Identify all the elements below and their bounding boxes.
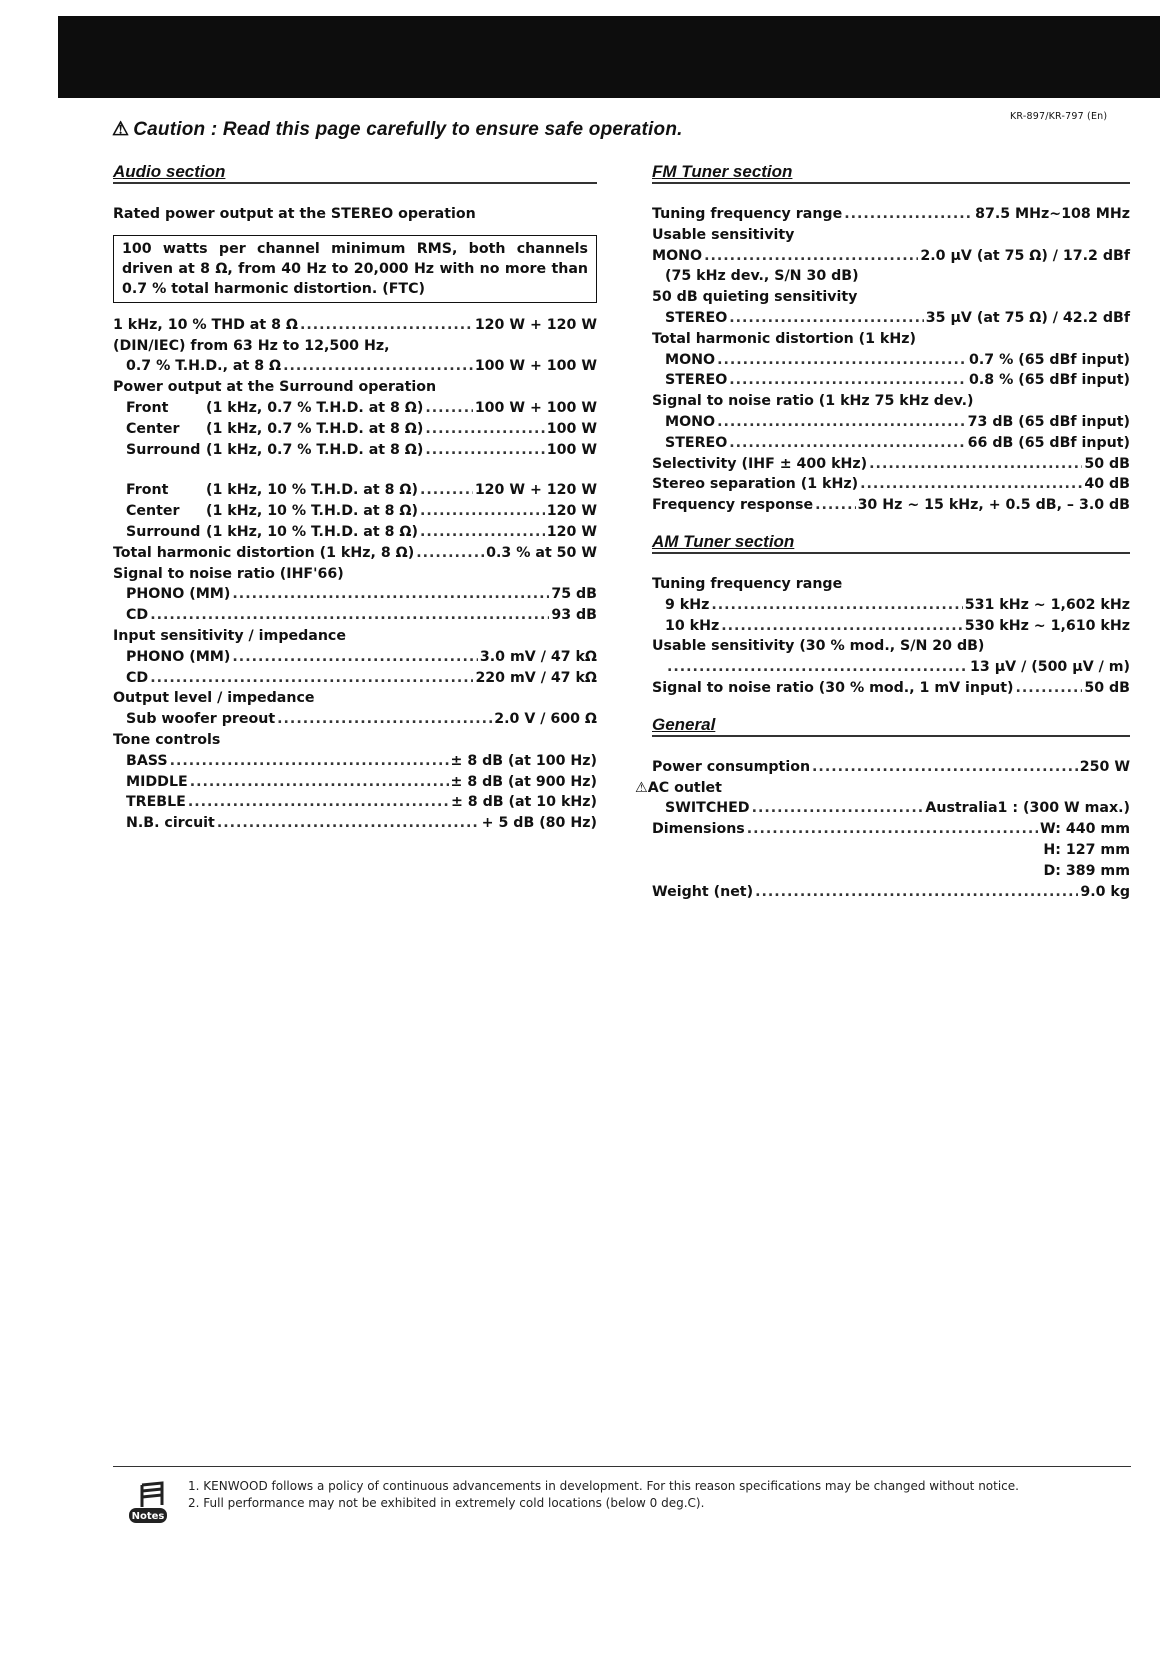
spec-heading: Signal to noise ratio (IHF'66) (113, 565, 344, 582)
spec-heading: Tuning frequency range (652, 575, 843, 592)
spec-row: TREBLE ..... ± 8 dB (at 10 kHz) (113, 792, 597, 813)
spec-heading: Total harmonic distortion (1 kHz) (652, 330, 916, 347)
spec-row: CD ..... 220 mV / 47 kΩ (113, 668, 597, 689)
warning-triangle-icon: ⚠ (112, 119, 130, 140)
notes-list (188, 1478, 1019, 1512)
fm-section-title: FM Tuner section (652, 160, 1130, 188)
spec-row: Center (1 kHz, 0.7 % T.H.D. at 8 Ω) ..... 100 W (113, 419, 597, 440)
spec-heading: Output level / impedance (113, 690, 315, 707)
ftc-line: driven at 8 Ω, from 40 Hz to 20,000 Hz with no more than (122, 260, 588, 277)
ftc-box (113, 235, 597, 303)
spec-row: Sub woofer preout ..... 2.0 V / 600 Ω (113, 709, 597, 730)
spec-row: Selectivity (IHF ± 400 kHz) ..... 50 dB (652, 454, 1130, 475)
spec-row: Front (1 kHz, 0.7 % T.H.D. at 8 Ω) ..... 100 W + 100 W (113, 398, 597, 419)
spec-row: Power consumption ..... 250 W (652, 757, 1130, 778)
audio-section (113, 160, 597, 834)
spec-note: (75 kHz dev., S/N 30 dB) (665, 268, 859, 285)
caution-heading (112, 118, 683, 141)
spec-heading: Tone controls (113, 731, 221, 748)
note-item: 2. Full performance may not be exhibited in extremely cold locations (below 0 deg.C). (188, 1496, 705, 1510)
ftc-line: 0.7 % total harmonic distortion. (FTC) (122, 280, 425, 297)
spec-row: MONO ..... 73 dB (65 dBf input) (652, 412, 1130, 433)
spec-row: ..... 13 µV / (500 µV / m) (652, 657, 1130, 678)
am-section-title: AM Tuner section (652, 530, 1130, 558)
spec-row: PHONO (MM) ..... 3.0 mV / 47 kΩ (113, 647, 597, 668)
spec-row: MONO ..... 2.0 µV (at 75 Ω) / 17.2 dBf (652, 246, 1130, 267)
spec-heading: Usable sensitivity (652, 226, 795, 243)
spec-row: Dimensions ..... W: 440 mm (652, 819, 1130, 840)
spec-row: CD ..... 93 dB (113, 605, 597, 626)
spec-heading: 50 dB quieting sensitivity (652, 289, 858, 306)
spec-row: STEREO ..... 0.8 % (65 dBf input) (652, 370, 1130, 391)
spec-row: Total harmonic distortion (1 kHz, 8 Ω) ..... 0.3 % at 50 W (113, 543, 597, 564)
model-number: KR-897/KR-797 (En) (1010, 111, 1108, 122)
spec-row: Tuning frequency range ..... 87.5 MHz~108 MHz (652, 204, 1130, 225)
caution-text: Caution : Read this page carefully to ensure safe operation. (133, 119, 683, 140)
spec-row: D: 389 mm (1043, 862, 1130, 879)
notes-divider (113, 1466, 1131, 1467)
spec-row: Stereo separation (1 kHz) ..... 40 dB (652, 474, 1130, 495)
spec-row: Weight (net) ..... 9.0 kg (652, 882, 1130, 903)
rated-heading: Rated power output at the STEREO operation (113, 206, 476, 222)
note-item: 1. KENWOOD follows a policy of continuous advancements in development. For this reason specifications may be changed without notice. (188, 1479, 1019, 1493)
spec-row: 9 kHz ..... 531 kHz ~ 1,602 kHz (652, 595, 1130, 616)
general-section-title: General (652, 713, 1130, 741)
spec-row: Center (1 kHz, 10 % T.H.D. at 8 Ω) ..... 120 W (113, 501, 597, 522)
spec-row: N.B. circuit ..... + 5 dB (80 Hz) (113, 813, 597, 834)
spec-row: MONO ..... 0.7 % (65 dBf input) (652, 350, 1130, 371)
spec-row: H: 127 mm (1043, 841, 1130, 858)
spec-row: STEREO ..... 35 µV (at 75 Ω) / 42.2 dBf (652, 308, 1130, 329)
spec-heading: Usable sensitivity (30 % mod., S/N 20 dB) (652, 638, 985, 655)
spec-heading: Signal to noise ratio (1 kHz 75 kHz dev.) (652, 393, 974, 410)
spec-row: MIDDLE ..... ± 8 dB (at 900 Hz) (113, 772, 597, 793)
spec-row: STEREO ..... 66 dB (65 dBf input) (652, 433, 1130, 454)
warning-triangle-icon: ⚠ (635, 779, 648, 796)
spec-row: Frequency response ..... 30 Hz ~ 15 kHz, + 0.5 dB, – 3.0 dB (652, 495, 1130, 516)
spec-row: Surround (1 kHz, 0.7 % T.H.D. at 8 Ω) ..... 100 W (113, 440, 597, 461)
spec-heading: (DIN/IEC) from 63 Hz to 12,500 Hz, (113, 337, 390, 354)
spec-row: Front (1 kHz, 10 % T.H.D. at 8 Ω) ..... 120 W + 120 W (113, 480, 597, 501)
spec-heading: Power output at the Surround operation (113, 379, 437, 396)
header-black-bar (58, 16, 1160, 98)
notes-icon (128, 1481, 168, 1525)
spec-row: 1 kHz, 10 % THD at 8 Ω ..... 120 W + 120 W (113, 315, 597, 336)
spec-row: 0.7 % T.H.D., at 8 Ω ..... 100 W + 100 W (113, 356, 597, 377)
tuner-general-column (635, 160, 1130, 902)
audio-section-title: Audio section (113, 160, 597, 188)
spec-heading: ⚠AC outlet (635, 779, 722, 796)
ftc-line: 100 watts per channel minimum RMS, both channels (122, 240, 588, 257)
notes-icon-label: Notes (131, 1511, 165, 1522)
spec-row: SWITCHED ..... Australia1 : (300 W max.) (652, 798, 1130, 819)
spec-heading: Input sensitivity / impedance (113, 627, 346, 644)
spec-row: Surround (1 kHz, 10 % T.H.D. at 8 Ω) ..... 120 W (113, 522, 597, 543)
spec-row: BASS ..... ± 8 dB (at 100 Hz) (113, 751, 597, 772)
spec-row: PHONO (MM) ..... 75 dB (113, 584, 597, 605)
spec-row: Signal to noise ratio (30 % mod., 1 mV input) ..... 50 dB (652, 678, 1130, 699)
spec-row: 10 kHz ..... 530 kHz ~ 1,610 kHz (652, 616, 1130, 637)
